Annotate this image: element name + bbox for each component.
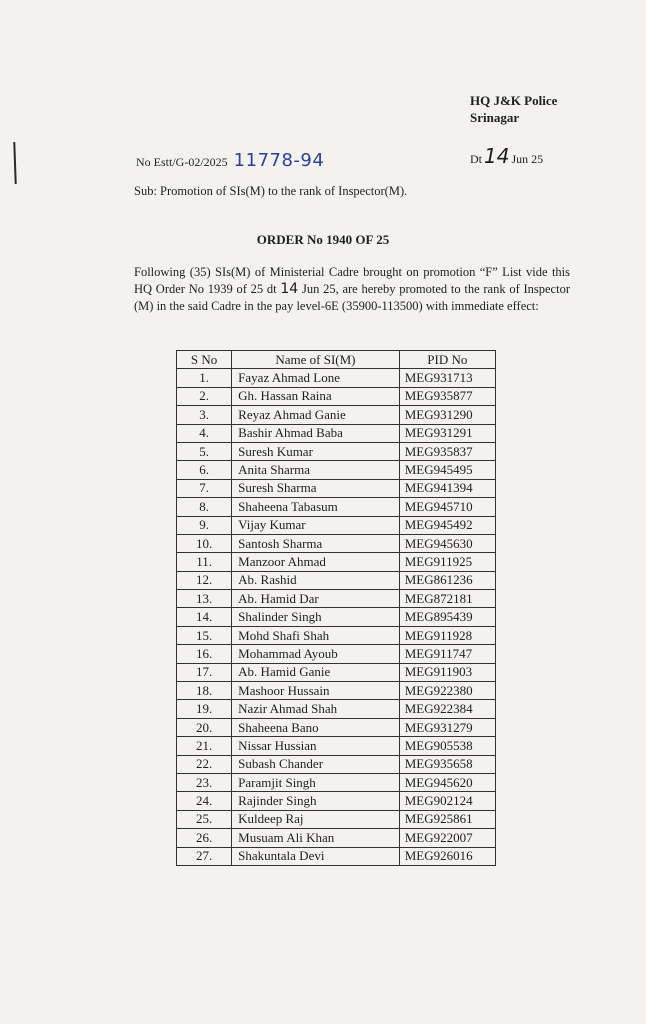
subject-line: Sub: Promotion of SIs(M) to the rank of Inspector(M). [134,184,408,198]
table-row [177,369,496,387]
row-pid: MEG905538 [399,737,495,755]
row-sno: 24. [177,792,232,810]
row-pid: MEG945710 [399,498,495,516]
row-sno: 10. [177,534,232,552]
row-pid: MEG911928 [399,626,495,644]
table-row [177,608,496,626]
row-name: Ab. Hamid Dar [232,590,400,608]
row-pid: MEG895439 [399,608,495,626]
table-row [177,479,496,497]
row-name: Paramjit Singh [232,773,400,791]
date-suffix: Jun 25 [511,152,544,166]
table-row [177,387,496,405]
row-sno: 25. [177,810,232,828]
row-name: Shakuntala Devi [232,847,400,865]
intro-text-part2: Jun 25, are hereby promoted to the rank of Inspector (M) in the said Cadre in the pay level-6E (35900-113500) with immediate effect: [134,282,570,313]
table-row [177,571,496,589]
office-line-1: HQ J&K Police [470,93,558,108]
row-pid: MEG941394 [399,479,495,497]
table-row [177,645,496,663]
row-name: Fayaz Ahmad Lone [232,369,400,387]
table-row [177,553,496,571]
row-sno: 14. [177,608,232,626]
row-sno: 21. [177,737,232,755]
row-pid: MEG931290 [399,406,495,424]
row-pid: MEG935837 [399,442,495,460]
table-row [177,461,496,479]
row-pid: MEG922007 [399,829,495,847]
row-name: Subash Chander [232,755,400,773]
row-sno: 4. [177,424,232,442]
row-name: Ab. Hamid Ganie [232,663,400,681]
row-pid: MEG925861 [399,810,495,828]
table-row [177,700,496,718]
row-pid: MEG945630 [399,534,495,552]
table-header-row [177,351,496,369]
row-sno: 3. [177,406,232,424]
row-name: Gh. Hassan Raina [232,387,400,405]
table-row [177,829,496,847]
table-row [177,810,496,828]
header-pid: PID No [399,351,495,369]
table-row [177,792,496,810]
row-name: Shaheena Bano [232,718,400,736]
row-sno: 5. [177,442,232,460]
row-sno: 12. [177,571,232,589]
row-pid: MEG926016 [399,847,495,865]
order-title: ORDER No 1940 OF 25 [256,232,390,247]
row-pid: MEG911925 [399,553,495,571]
handwritten-date-day: 14 [484,144,510,168]
row-name: Rajinder Singh [232,792,400,810]
row-pid: MEG911903 [399,663,495,681]
row-pid: MEG945495 [399,461,495,479]
row-sno: 23. [177,773,232,791]
row-name: Santosh Sharma [232,534,400,552]
row-pid: MEG935658 [399,755,495,773]
table-row [177,663,496,681]
row-name: Vijay Kumar [232,516,400,534]
row-name: Suresh Sharma [232,479,400,497]
row-pid: MEG931713 [399,369,495,387]
table-row [177,442,496,460]
row-sno: 17. [177,663,232,681]
header-name: Name of SI(M) [232,351,400,369]
row-sno: 6. [177,461,232,479]
date-prefix: Dt [470,152,482,166]
row-name: Ab. Rashid [232,571,400,589]
table-row [177,590,496,608]
row-sno: 20. [177,718,232,736]
table-row [177,498,496,516]
row-name: Anita Sharma [232,461,400,479]
row-sno: 9. [177,516,232,534]
row-sno: 13. [177,590,232,608]
row-pid: MEG872181 [399,590,495,608]
promotion-table [176,350,496,866]
row-name: Mashoor Hussain [232,682,400,700]
header-sno: S No [177,351,232,369]
table-row [177,718,496,736]
table-row [177,424,496,442]
table-row [177,406,496,424]
intro-paragraph [134,264,570,315]
row-sno: 1. [177,369,232,387]
row-name: Shalinder Singh [232,608,400,626]
row-sno: 16. [177,645,232,663]
table-row [177,682,496,700]
row-sno: 15. [177,626,232,644]
handwritten-dispatch-number: 11778-94 [233,150,325,171]
table-row [177,737,496,755]
row-name: Reyaz Ahmad Ganie [232,406,400,424]
reference-prefix: No Estt/G-02/2025 [136,155,228,169]
row-sno: 19. [177,700,232,718]
office-header [470,92,557,126]
row-pid: MEG945492 [399,516,495,534]
table-row [177,773,496,791]
row-pid: MEG945620 [399,773,495,791]
row-name: Kuldeep Raj [232,810,400,828]
row-pid: MEG922380 [399,682,495,700]
row-sno: 7. [177,479,232,497]
row-sno: 8. [177,498,232,516]
row-pid: MEG861236 [399,571,495,589]
row-name: Mohd Shafi Shah [232,626,400,644]
row-pid: MEG931291 [399,424,495,442]
table-row [177,755,496,773]
table-row [177,516,496,534]
table-row [177,847,496,865]
intro-handwritten-day: 14 [280,281,299,297]
row-pid: MEG911747 [399,645,495,663]
intro-text-part1: Following (35) SIs(M) of Ministerial Cadre brought on promotion “F” List vide this HQ Order No 1939 of 25 dt [134,265,570,296]
row-name: Bashir Ahmad Baba [232,424,400,442]
row-pid: MEG931279 [399,718,495,736]
order-date [470,144,543,168]
row-name: Shaheena Tabasum [232,498,400,516]
table-row [177,626,496,644]
row-sno: 18. [177,682,232,700]
row-sno: 27. [177,847,232,865]
office-line-2: Srinagar [470,110,520,125]
row-name: Suresh Kumar [232,442,400,460]
row-sno: 11. [177,553,232,571]
row-pid: MEG902124 [399,792,495,810]
row-sno: 2. [177,387,232,405]
row-sno: 22. [177,755,232,773]
row-name: Nissar Hussian [232,737,400,755]
row-pid: MEG922384 [399,700,495,718]
row-name: Nazir Ahmad Shah [232,700,400,718]
row-name: Mohammad Ayoub [232,645,400,663]
margin-pen-mark [13,142,16,184]
table-row [177,534,496,552]
reference-number [136,150,324,171]
row-name: Musuam Ali Khan [232,829,400,847]
row-sno: 26. [177,829,232,847]
row-pid: MEG935877 [399,387,495,405]
row-name: Manzoor Ahmad [232,553,400,571]
